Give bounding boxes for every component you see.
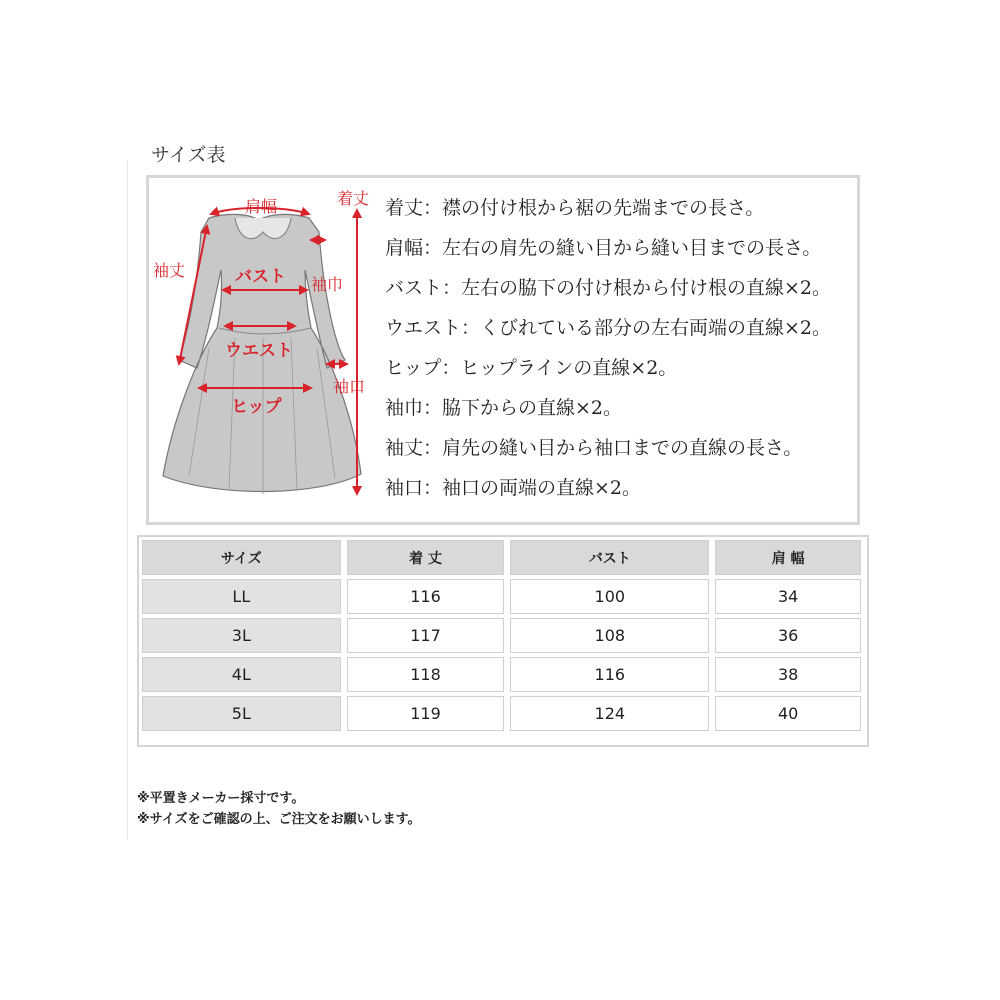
header-bust: バスト	[510, 540, 709, 575]
definition-item: 着丈：襟の付け根から裾の先端までの長さ。	[385, 197, 765, 219]
table-header-row	[142, 540, 861, 575]
cell-shoulder: 40	[715, 696, 861, 731]
cell-length: 118	[347, 657, 505, 692]
left-divider	[127, 160, 128, 840]
label-cuff: 袖口	[333, 377, 366, 396]
cell-length: 117	[347, 618, 505, 653]
label-bust: バスト	[235, 267, 286, 287]
definition-item: 袖丈：肩先の縫い目から袖口までの直線の長さ。	[385, 437, 803, 459]
definition-item: ウエスト：くびれている部分の左右両端の直線×2。	[385, 317, 832, 339]
label-shoulder: 肩幅	[245, 197, 278, 216]
cell-size: LL	[142, 579, 341, 614]
label-hip: ヒップ	[231, 397, 282, 417]
cell-bust: 116	[510, 657, 709, 692]
size-table	[137, 535, 869, 747]
cell-shoulder: 38	[715, 657, 861, 692]
table-row	[142, 657, 861, 692]
cell-shoulder: 36	[715, 618, 861, 653]
header-size: サイズ	[142, 540, 341, 575]
definition-item: 袖口：袖口の両端の直線×2。	[385, 477, 642, 499]
cell-bust: 100	[510, 579, 709, 614]
notes	[137, 788, 421, 830]
definition-list	[385, 192, 831, 512]
header-shoulder: 肩 幅	[715, 540, 861, 575]
definition-item: 袖巾：脇下からの直線×2。	[385, 397, 623, 419]
cell-shoulder: 34	[715, 579, 861, 614]
measurement-guide	[146, 175, 860, 525]
definition-item: 肩幅：左右の肩先の縫い目から縫い目までの長さ。	[385, 237, 822, 259]
cell-size: 4L	[142, 657, 341, 692]
cell-size: 3L	[142, 618, 341, 653]
note-item: ※サイズをご確認の上、ご注文をお願いします。	[137, 812, 421, 827]
cell-bust: 124	[510, 696, 709, 731]
cell-bust: 108	[510, 618, 709, 653]
table-row	[142, 618, 861, 653]
note-item: ※平置きメーカー採寸です。	[137, 791, 305, 806]
cell-length: 119	[347, 696, 505, 731]
page-title: サイズ表	[151, 144, 226, 166]
label-sleeve-length: 袖丈	[153, 261, 186, 280]
definition-item: バスト：左右の脇下の付け根から付け根の直線×2。	[385, 277, 832, 299]
cell-length: 116	[347, 579, 505, 614]
table-row	[142, 579, 861, 614]
cell-size: 5L	[142, 696, 341, 731]
label-length: 着丈	[337, 189, 370, 208]
dress-diagram	[149, 178, 385, 522]
table-row	[142, 696, 861, 731]
label-waist: ウエスト	[225, 341, 293, 361]
label-sleeve-width: 袖巾	[311, 275, 344, 294]
definition-item: ヒップ：ヒップラインの直線×2。	[385, 357, 678, 379]
header-length: 着 丈	[347, 540, 505, 575]
